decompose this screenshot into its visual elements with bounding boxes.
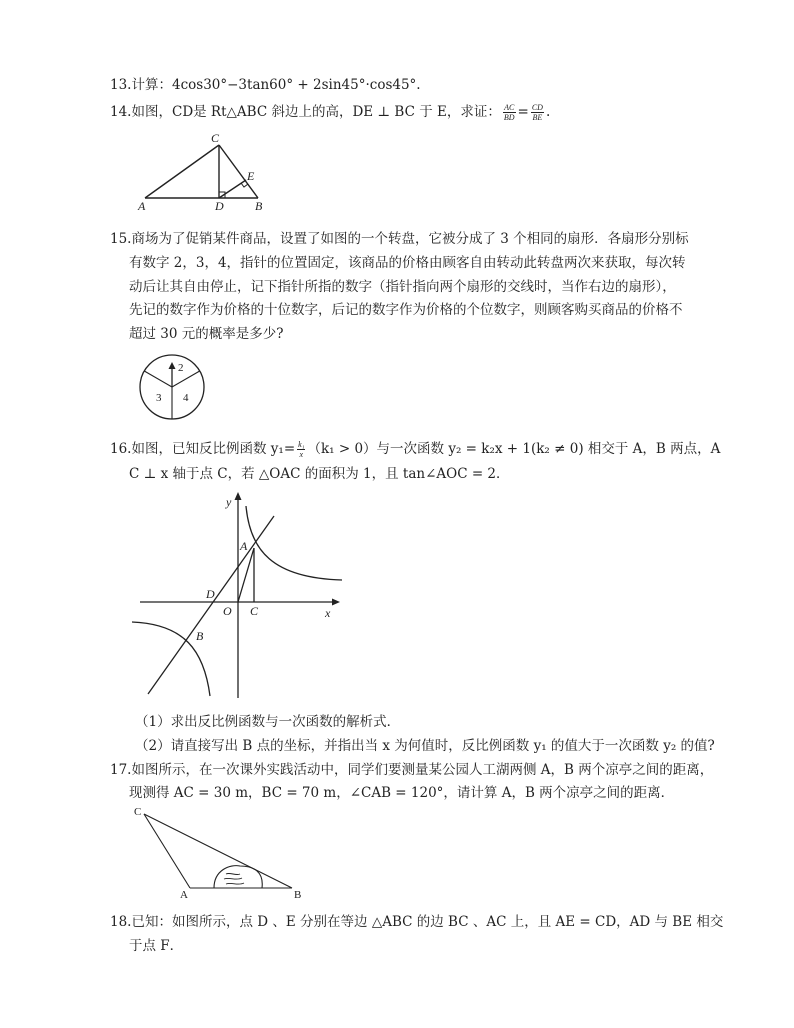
question-text: 如图所示，在一次课外实践活动中，同学们要测量某公园人工湖两侧 A，B 两个凉亭之间的距离， — [131, 762, 714, 778]
fraction-denominator: x — [299, 450, 304, 459]
label-d: D — [206, 587, 215, 601]
question-18-line-1 — [110, 913, 723, 931]
sector-label-4: 4 — [183, 392, 189, 404]
hyperbola-branch-right — [246, 506, 342, 580]
label-c: C — [250, 604, 259, 618]
question-16-line-1 — [110, 440, 720, 459]
question-text: 已知：如图所示，点 D 、E 分别在等边 △ABC 的边 BC 、AC 上，且 AE = CD，AD 与 BE 相交 — [131, 914, 724, 930]
question-15-line-1 — [110, 230, 689, 248]
label-a: A — [180, 889, 188, 901]
label-b: B — [294, 889, 302, 901]
label-b: B — [255, 199, 263, 213]
label-a: A — [138, 199, 146, 213]
segment-ac — [145, 145, 219, 198]
question-number: 15. — [110, 231, 132, 247]
fraction-ac-bd — [503, 103, 516, 122]
question-18-line-2: 于点 F． — [129, 938, 184, 954]
question-17-line-2: 现测得 AC = 30 m，BC = 70 m，∠CAB = 120°，请计算 A，B 两个凉亭之间的距离． — [129, 785, 675, 801]
question-16-part-1: （1）求出反比例函数与一次函数的解析式． — [135, 714, 401, 730]
question-text: 如图，已知反比例函数 y₁= — [131, 441, 296, 457]
label-c: C — [211, 131, 220, 145]
lake-outline — [214, 866, 262, 888]
question-15-line-5: 超过 30 元的概率是多少? — [129, 326, 284, 342]
question-number: 13. — [110, 77, 132, 93]
question-text: 商场为了促销某件商品，设置了如图的一个转盘，它被分成了 3 个相同的扇形．各扇形分别标 — [131, 231, 689, 247]
segment-cb — [144, 814, 292, 888]
sector-label-3: 3 — [156, 392, 162, 404]
sector-label-2: 2 — [178, 362, 184, 374]
fraction-denominator: BE — [532, 113, 543, 122]
fraction-numerator: AC — [504, 103, 515, 112]
label-c: C — [134, 806, 142, 818]
label-a: A — [240, 539, 248, 553]
triangle-figure-q14 — [135, 130, 275, 216]
x-axis-arrow-icon — [332, 599, 340, 606]
question-14 — [110, 103, 550, 122]
spinner-figure — [137, 352, 207, 422]
question-16-part-2: （2）请直接写出 B 点的坐标，并指出当 x 为何值时，反比例函数 y₁ 的值大于一次函数 y₂ 的值? — [135, 738, 715, 754]
question-15-line-4: 先记的数字作为价格的十位数字，后记的数字作为价格的个位数字，则顾客购买商品的价格不 — [129, 302, 683, 318]
period: . — [545, 104, 551, 120]
question-17-line-1 — [110, 761, 713, 779]
label-d: D — [215, 199, 224, 213]
label-e: E — [247, 169, 255, 183]
fraction-k1-x — [297, 440, 305, 459]
question-number: 17. — [110, 762, 132, 778]
function-graph-q16 — [132, 490, 347, 702]
question-15-line-3: 动后让其自由停止，记下指针所指的数字（指针指向两个扇形的交线时，当作右边的扇形）， — [129, 279, 676, 295]
question-text: （k₁ > 0）与一次函数 y₂ = k₂x + 1(k₂ ≠ 0) 相交于 A，B 两点，A — [307, 441, 721, 457]
label-x: x — [325, 606, 331, 620]
question-16-line-2: C ⊥ x 轴于点 C，若 △OAC 的面积为 1，且 tan∠AOC = 2． — [129, 466, 510, 482]
segment-de — [219, 180, 246, 198]
fraction-numerator: CD — [531, 103, 543, 112]
equals-sign: = — [517, 104, 529, 120]
question-number: 14. — [110, 104, 132, 120]
question-text: 计算：4cos30°−3tan60° + 2sin45°·cos45°. — [131, 77, 421, 93]
fraction-cd-be — [531, 103, 544, 122]
question-text: 如图，CD是 Rt△ABC 斜边上的高，DE ⊥ BC 于 E，求证： — [131, 104, 501, 120]
question-number: 16. — [110, 441, 132, 457]
y-axis-arrow-icon — [235, 492, 242, 500]
label-y: y — [226, 495, 232, 509]
label-o: O — [223, 604, 232, 618]
question-number: 18. — [110, 914, 132, 930]
label-b: B — [196, 629, 204, 643]
lake-figure-q17 — [130, 804, 315, 904]
fraction-numerator: k₁ — [298, 440, 305, 449]
fraction-denominator: BD — [503, 113, 515, 122]
question-13 — [110, 76, 421, 94]
lake-hatching — [224, 873, 244, 884]
question-15-line-2: 有数字 2，3，4，指针的位置固定，该商品的价格由顾客自由转动此转盘两次来获取，每次转 — [129, 255, 686, 271]
